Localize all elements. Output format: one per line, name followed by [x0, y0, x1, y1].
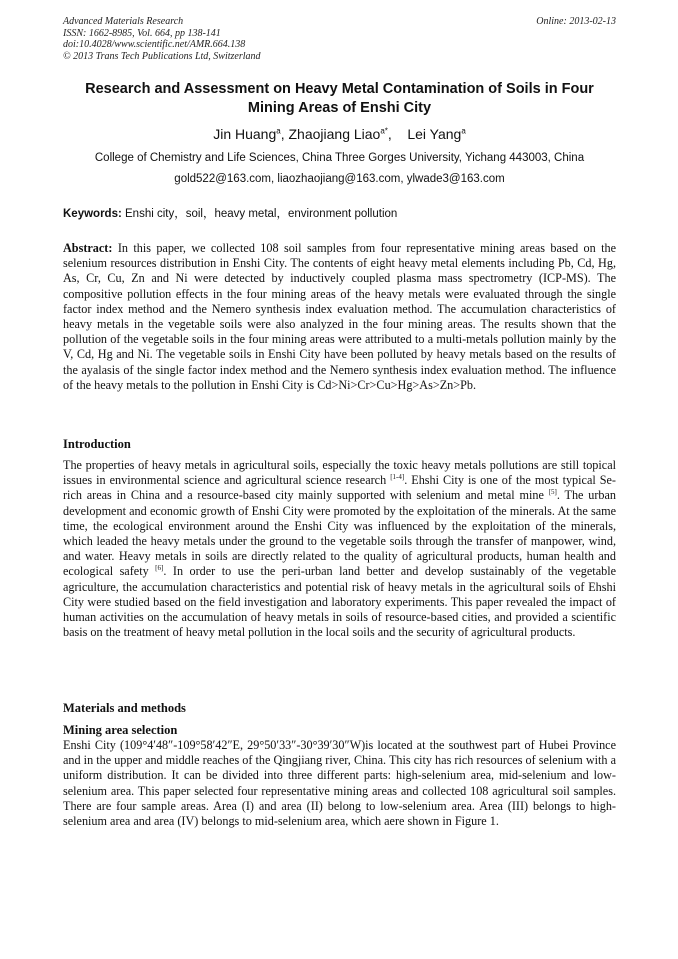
online-date: Online: 2013-02-13	[536, 16, 616, 27]
affiliation: College of Chemistry and Life Sciences, China Three Gorges University, Yichang 443003, China	[94, 152, 585, 164]
copyright: © 2013 Trans Tech Publications Ltd, Switzerland	[63, 50, 261, 62]
methods-subheading: Mining area selection	[63, 723, 178, 737]
author-mark: a	[276, 126, 281, 136]
intro-text: . Ehshi City is one of the most typical Se-rich areas in China and a resource-based city mainly supported with selenium and metal mine	[63, 473, 616, 503]
doi: doi:10.4028/www.scientific.net/AMR.664.138	[63, 39, 246, 50]
author-emails: gold522@163.com, liaozhaojiang@163.com, ylwade3@163.com	[174, 173, 505, 185]
running-header	[63, 16, 616, 62]
introduction-body	[63, 458, 616, 640]
citation: [6]	[155, 564, 164, 573]
author-mark: a	[461, 126, 466, 136]
abstract-text: In this paper, we collected 108 soil samples from four representative mining areas based on the selenium resources distribution in Enshi City. The contents of eight heavy metal elements including Pb, Cd, Hg, As, Cr, Cu, Zn and Ni were detected by inductively coupled plasma mass spectrometry (ICP-MS). The compositive pollution effects in the four mining areas of the heavy metals were evaluated through the single factor index method and the Nemero synthesis index evaluation method. The accumulation characteristics of heavy metals in the vegetable soils were also analyzed in the four mining areas. The results shown that the pollution of the vegetable soils in the four mining areas were attributed to a multi-metals pollution mainly by the V, Cd, Hg and Ni. The vegetable soils in Enshi City have been polluted by heavy metals based on the results of the ayalasis of the single factor index method and the Nemero synthesis index evaluation method. The influence of the heavy metals to the pollution in Enshi City is Cd>Ni>Cr>Cu>Hg>As>Zn>Pb.	[63, 241, 617, 392]
author-name: Jin Huang	[213, 126, 277, 142]
citation: [1-4]	[390, 473, 405, 482]
introduction-heading: Introduction	[63, 437, 131, 451]
methods-body: Enshi City (109°4′48″-109°58′42″E, 29°50′33″-30°39′30″W)is located at the southwest part of Hubei Province and in the upper and middle reaches of the Qingjiang river, China. This city has rich resources of selenium with a uniform distribution. It can be divided into three different parts: high-selenium area, mid-selenium and low-selenium area. This paper selected four representative mining areas and collected 108 agricultural soil samples. There are four sample areas. Area (I) and area (II) belong to low-selenium area. Area (III) belongs to high-selenium area and area (IV) belongs to mid-selenium area, which aere shown in Figure 1.	[63, 738, 616, 829]
methods-heading: Materials and methods	[63, 701, 186, 715]
author-mark: a*	[380, 126, 388, 136]
author-separator: ,	[387, 126, 408, 142]
intro-text: . In order to use the peri-urban land better and develop sustainably of the vegetable agriculture, the accumulation characteristics and potential risk of heavy metals in the agricultural soils of Ehshi City were studied based on the field investigation and laboratory experiments. This paper revealed the impact of human activities on the accumulation of heavy metals in soils of resource-based cities, and provided a scientific basis on the treatment of heavy metal pollution in the local soils and the security of agricultural products.	[63, 564, 616, 640]
abstract	[63, 241, 616, 393]
keywords	[63, 206, 616, 222]
journal-name: Advanced Materials Research	[63, 16, 184, 27]
author-name: Zhaojiang Liao	[288, 126, 381, 142]
abstract-label: Abstract:	[63, 241, 113, 255]
author-name: Lei Yang	[407, 126, 462, 142]
author-separator: ,	[280, 126, 289, 142]
keywords-text: Enshi city，soil，heavy metal，environment pollution	[125, 208, 398, 220]
keywords-label: Keywords:	[63, 208, 122, 220]
author-list	[63, 125, 616, 143]
intro-text: The properties of heavy metals in agricultural soils, especially the toxic heavy metals pollutions are still topical issues in environmental science and agricultural science research	[63, 458, 616, 488]
paper-title: Research and Assessment on Heavy Metal Contamination of Soils in Four Mining Areas of Enshi City	[85, 81, 594, 116]
issn: ISSN: 1662-8985, Vol. 664, pp 138-141	[63, 27, 221, 39]
intro-text: . The urban development and economic growth of Enshi City were promoted by the exploitation of the minerals. At the same time, the ecological environment around the Enshi City was influenced by the exploitation of the minerals, which leaded the heavy metals under the ground to the vegetable soils through the transfer of manpower, wind, and water. Heavy metals in soils are directly related to the quality of agricultural products, human health and ecological safety	[63, 488, 616, 579]
citation: [5]	[548, 488, 557, 497]
